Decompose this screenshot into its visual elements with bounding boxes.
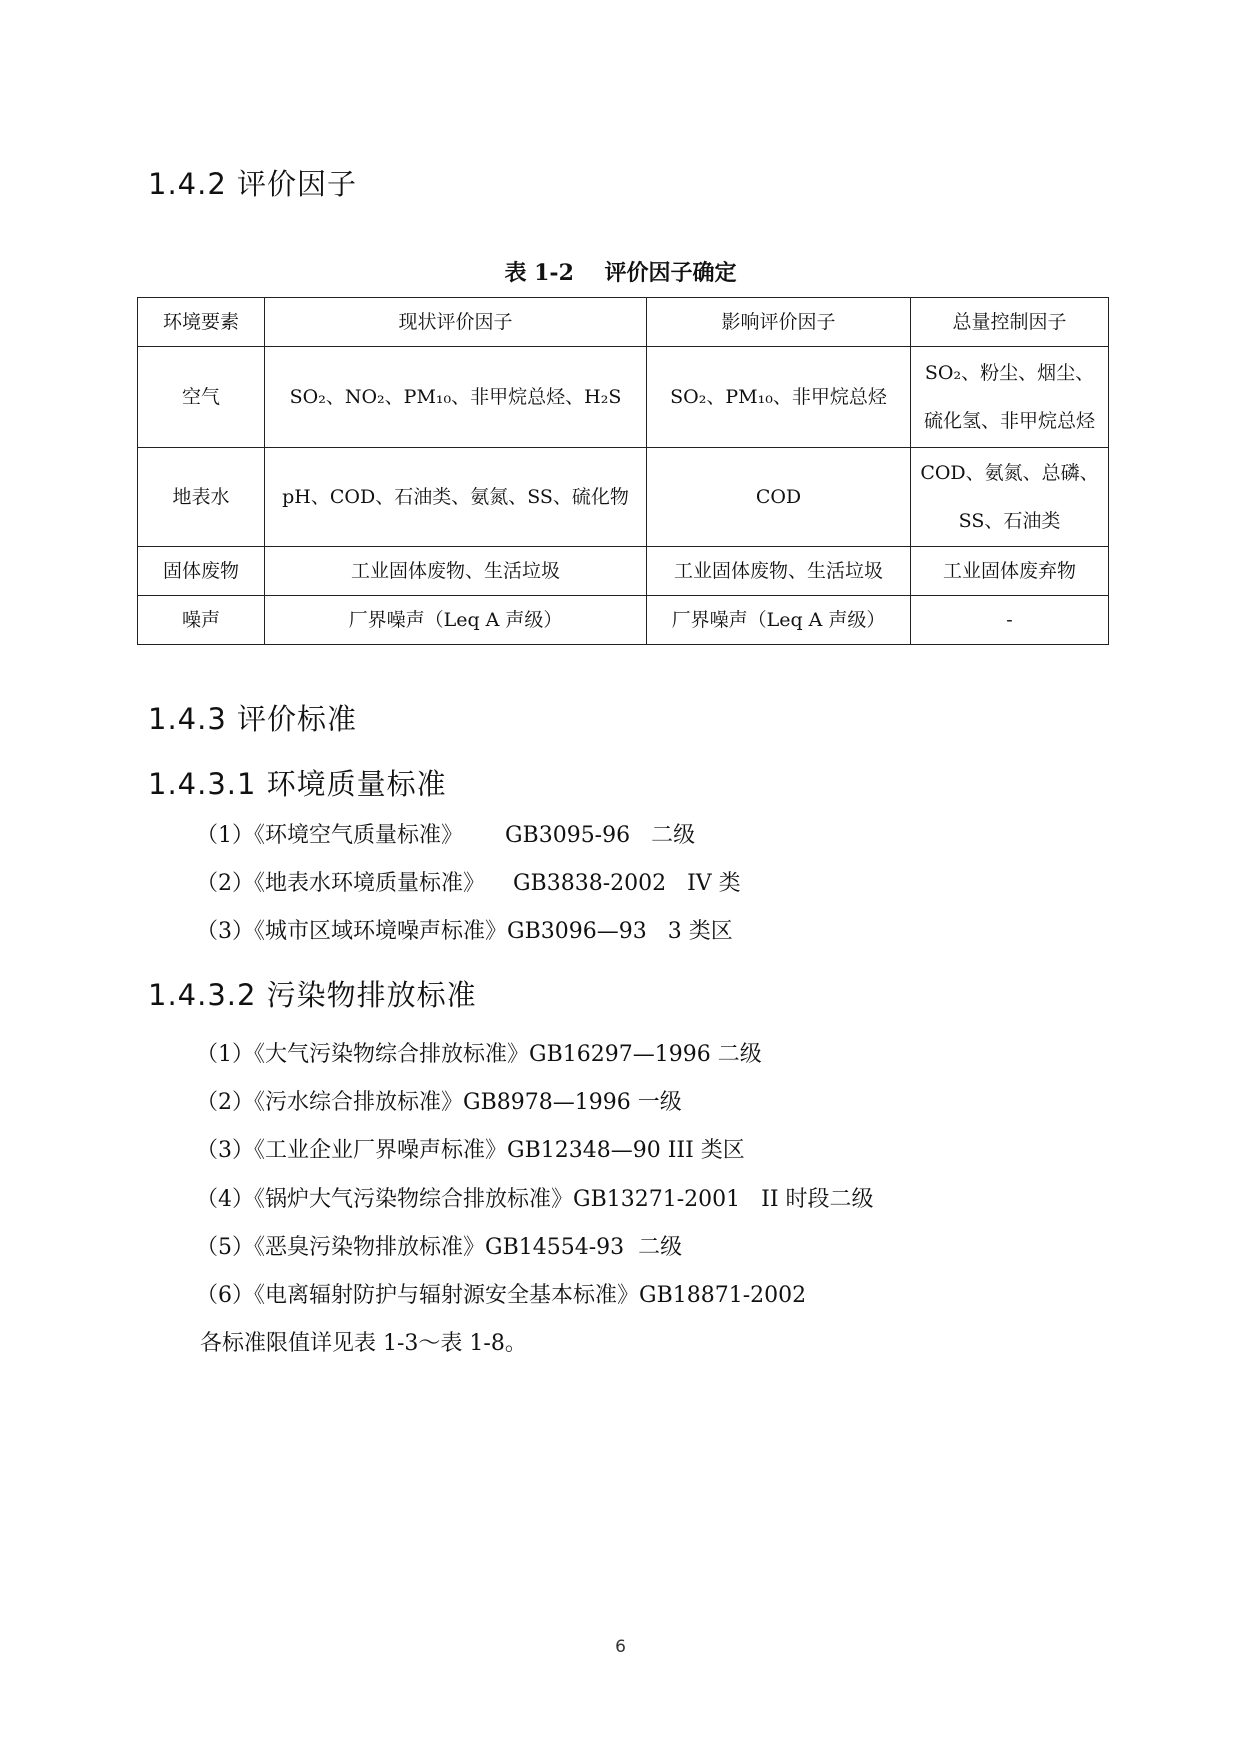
list-item: （2）《地表水环境质量标准》 GB3838-2002 IV 类 bbox=[196, 871, 741, 896]
table-cell: pH、COD、石油类、氨氮、SS、硫化物 bbox=[265, 448, 647, 547]
table-cell: 地表水 bbox=[138, 448, 265, 547]
header-cell: 环境要素 bbox=[138, 298, 265, 347]
list-item: （1）《环境空气质量标准》 GB3095-96 二级 bbox=[196, 823, 696, 848]
table-cell: SO₂、NO₂、PM₁₀、非甲烷总烃、H₂S bbox=[265, 347, 647, 448]
section-heading-1-4-2: 1.4.2 评价因子 bbox=[148, 167, 358, 201]
table-row bbox=[138, 347, 1109, 448]
table-cell: 厂界噪声（Leq A 声级） bbox=[647, 596, 911, 645]
list-item: （2）《污水综合排放标准》GB8978—1996 一级 bbox=[196, 1090, 682, 1115]
table-cell: SO₂、粉尘、烟尘、硫化氢、非甲烷总烃 bbox=[911, 347, 1109, 448]
table-cell: SO₂、PM₁₀、非甲烷总烃 bbox=[647, 347, 911, 448]
header-cell: 现状评价因子 bbox=[265, 298, 647, 347]
table-cell: 厂界噪声（Leq A 声级） bbox=[265, 596, 647, 645]
table-cell: 固体废物 bbox=[138, 547, 265, 596]
table-row bbox=[138, 547, 1109, 596]
list-item: （1）《大气污染物综合排放标准》GB16297—1996 二级 bbox=[196, 1042, 762, 1067]
page-number: 6 bbox=[615, 1637, 626, 1657]
table-cell: 工业固体废物、生活垃圾 bbox=[647, 547, 911, 596]
table-cell: COD、氨氮、总磷、SS、石油类 bbox=[911, 448, 1109, 547]
table-cell: 工业固体废弃物 bbox=[911, 547, 1109, 596]
table-cell: - bbox=[911, 596, 1109, 645]
evaluation-factors-table bbox=[137, 297, 1109, 645]
table-cell: 空气 bbox=[138, 347, 265, 448]
section-heading-1-4-3: 1.4.3 评价标准 bbox=[148, 702, 358, 736]
list-item: （6）《电离辐射防护与辐射源安全基本标准》GB18871-2002 bbox=[196, 1283, 807, 1308]
list-item: （3）《城市区域环境噪声标准》GB3096—93 3 类区 bbox=[196, 919, 733, 944]
standards-note: 各标准限值详见表 1-3～表 1-8。 bbox=[200, 1331, 527, 1356]
list-item: （3）《工业企业厂界噪声标准》GB12348—90 III 类区 bbox=[196, 1138, 745, 1163]
section-heading-1-4-3-2: 1.4.3.2 污染物排放标准 bbox=[148, 978, 477, 1012]
header-cell: 影响评价因子 bbox=[647, 298, 911, 347]
table-cell: COD bbox=[647, 448, 911, 547]
table-cell: 工业固体废物、生活垃圾 bbox=[265, 547, 647, 596]
header-cell: 总量控制因子 bbox=[911, 298, 1109, 347]
table-header-row bbox=[138, 298, 1109, 347]
table-row bbox=[138, 596, 1109, 645]
table-caption: 表 1-2 评价因子确定 bbox=[504, 260, 737, 286]
list-item: （4）《锅炉大气污染物综合排放标准》GB13271-2001 II 时段二级 bbox=[196, 1187, 874, 1212]
table-cell: 噪声 bbox=[138, 596, 265, 645]
list-item: （5）《恶臭污染物排放标准》GB14554-93 二级 bbox=[196, 1235, 683, 1260]
table-row bbox=[138, 448, 1109, 547]
section-heading-1-4-3-1: 1.4.3.1 环境质量标准 bbox=[148, 767, 447, 801]
